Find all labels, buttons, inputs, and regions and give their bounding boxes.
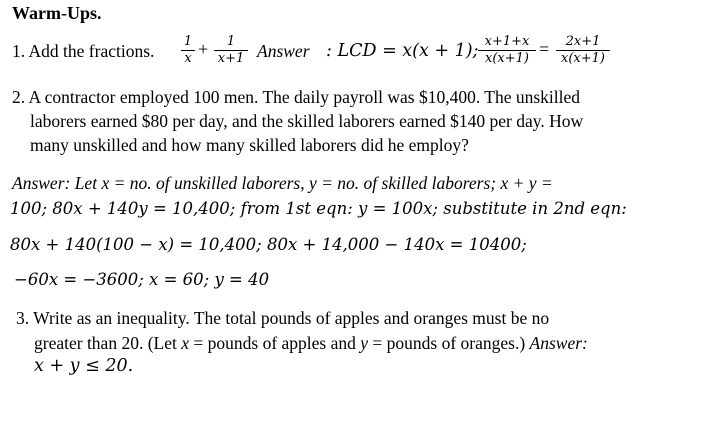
q3-variable-y: y [360, 333, 369, 353]
q3-variable-x: x [181, 333, 190, 353]
q2-answer-line-3: 80x + 140(100 − x) = 10,400; 80x + 14,000 − 140x = 10400; [10, 235, 527, 254]
q1-fraction-4-denominator: x(x+1) [561, 51, 605, 66]
q3-line-1: 3. Write as an inequality. The total pounds of apples and oranges must be no [16, 308, 550, 328]
q1-plus: + [198, 39, 209, 59]
q1-fraction-4 [556, 35, 610, 66]
q2-line-2: laborers earned $80 per day, and the skilled laborers earned $140 per day. How [30, 111, 584, 131]
q1-fraction-4-numerator: 2x+1 [565, 34, 601, 49]
q3-line-2-part-b: = pounds of apples and [189, 333, 361, 353]
q1-fraction-2 [214, 35, 248, 66]
q3-line-2-part-c: = pounds of oranges.) [368, 333, 530, 353]
q1-fraction-3 [478, 35, 536, 66]
q2-answer-line-2: 100; 80x + 140y = 10,400; from 1st eqn: y = 100x; substitute in 2nd eqn: [10, 199, 627, 218]
q1-answer-label: Answer [257, 41, 310, 61]
q1-lcd-text: : LCD = x(x + 1); [326, 41, 479, 61]
q2-line-1: 2. A contractor employed 100 men. The daily payroll was $10,400. The unskilled [12, 87, 580, 107]
q1-fraction-1-denominator: x [184, 51, 192, 66]
q1-fraction-3-denominator: x(x+1) [485, 51, 529, 66]
q2-answer-line-4: −60x = −3600; x = 60; y = 40 [14, 270, 270, 289]
q3-line-2 [34, 333, 588, 354]
q1-fraction-2-denominator: x+1 [217, 51, 245, 66]
q2-line-3: many unskilled and how many skilled laborers did he employ? [30, 135, 469, 155]
q3-answer-label: Answer: [529, 333, 588, 353]
page-title: Warm-Ups. [12, 3, 102, 23]
q1-fraction-1-numerator: 1 [183, 34, 193, 49]
q3-line-2-part-a: greater than 20. (Let [34, 333, 182, 353]
q1-fraction-2-numerator: 1 [226, 34, 236, 49]
q3-answer: x + y ≤ 20. [34, 356, 134, 376]
q1-fraction-1 [181, 35, 195, 66]
q1-prefix: 1. Add the fractions. [12, 41, 155, 61]
q1-fraction-3-numerator: x+1+x [484, 34, 530, 49]
q2-answer-line-1: Answer: Let x = no. of unskilled laborers, y = no. of skilled laborers; x + y = [12, 173, 553, 193]
q1-equals: = [539, 39, 550, 59]
